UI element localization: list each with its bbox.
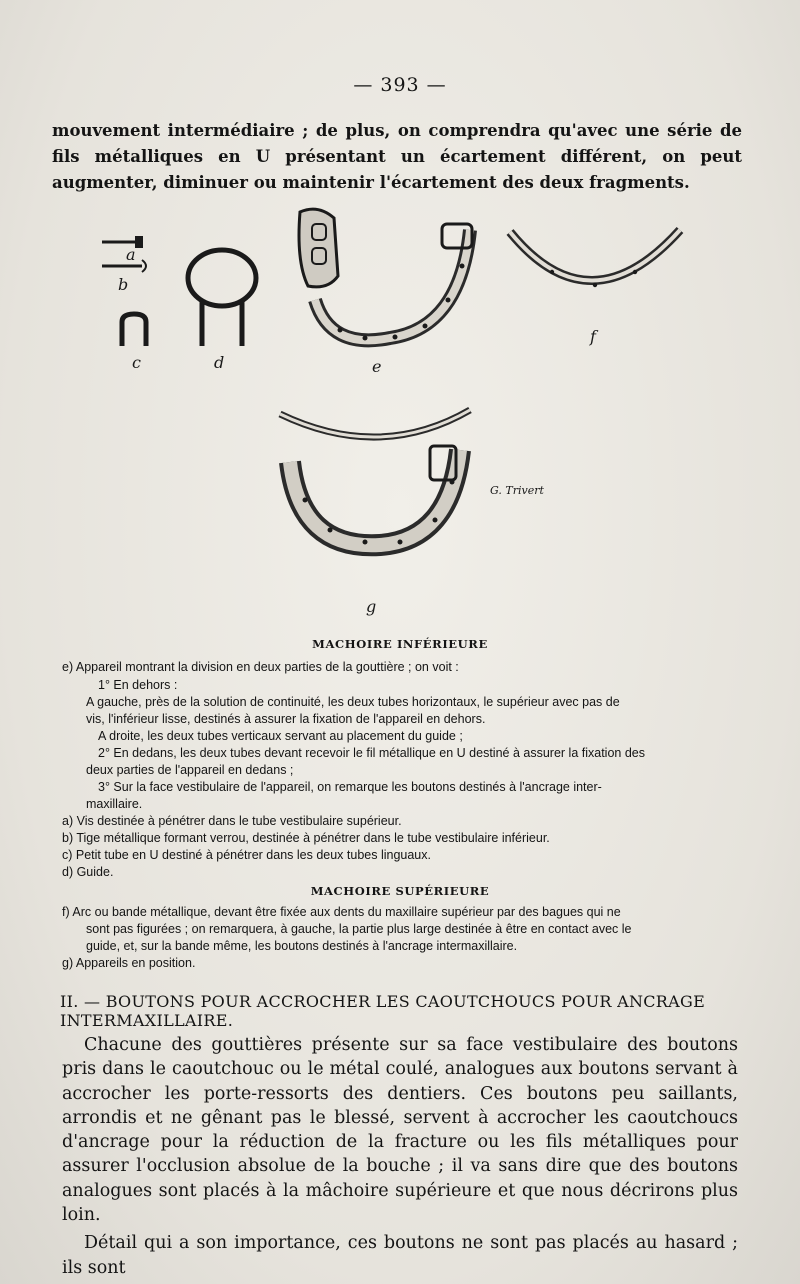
- caption-lower-line: 2° En dedans, les deux tubes devant recevoir le fil métallique en U destiné à assurer la fixation des: [98, 746, 645, 760]
- caption-lower-line: d) Guide.: [62, 865, 114, 879]
- label-c: c: [132, 353, 141, 372]
- label-e: e: [372, 357, 382, 376]
- part-d-guide: [188, 250, 256, 346]
- caption-lower-line: deux parties de l'appareil en dedans ;: [86, 763, 294, 777]
- caption-lower-line: e) Appareil montrant la division en deux parties de la gouttière ; on voit :: [62, 660, 459, 674]
- section-heading: II. — BOUTONS POUR ACCROCHER LES CAOUTCHOUCS POUR ANCRAGE INTERMAXILLAIRE.: [60, 992, 706, 1030]
- part-b-rod: [102, 260, 146, 272]
- paragraph: Détail qui a son importance, ces boutons ne sont pas placés au hasard ; ils sont: [62, 1233, 738, 1278]
- part-c-u-tube: [122, 314, 146, 346]
- caption-lower-line: 3° Sur la face vestibulaire de l'appareil, on remarque les boutons destinés à l'ancrage inter-: [98, 780, 602, 794]
- caption-upper-line: guide, et, sur la bande même, les boutons destinés à l'ancrage intermaxillaire.: [86, 939, 518, 953]
- caption-lower-line: A droite, les deux tubes verticaux servant au placement du guide ;: [98, 729, 463, 743]
- caption-upper-line: sont pas figurées ; on remarquera, à gauche, la partie plus large destinée à être en contact avec le: [86, 922, 632, 936]
- caption-lower-line: b) Tige métallique formant verrou, destinée à pénétrer dans le tube vestibulaire inférieur.: [62, 831, 550, 845]
- caption-lower-line: a) Vis destinée à pénétrer dans le tube vestibulaire supérieur.: [62, 814, 402, 828]
- engraver-signature: G. Trivert: [490, 484, 544, 497]
- part-f-arch-band: [510, 230, 680, 287]
- caption-lower-line: maxillaire.: [86, 797, 143, 811]
- label-f: f: [590, 327, 596, 346]
- illustration-svg: [90, 200, 710, 630]
- label-d: d: [214, 353, 225, 372]
- intro-paragraph: mouvement intermédiaire ; de plus, on comprendra qu'avec une série de fils métalliques en U présentant un écartement différent, on peut augmenter, diminuer ou maintenir l'écartement des deux fragments.: [52, 121, 742, 192]
- caption-lower-line: vis, l'inférieur lisse, destinés à assurer la fixation de l'appareil en dehors.: [86, 712, 486, 726]
- part-a-screw: [102, 237, 142, 247]
- body-text: [62, 1033, 738, 1280]
- caption-lower-line: c) Petit tube en U destiné à pénétrer dans les deux tubes linguaux.: [62, 848, 431, 862]
- caption-upper-line: g) Appareils en position.: [62, 956, 196, 970]
- caption-lower-line: 1° En dehors :: [98, 678, 178, 692]
- part-g-in-position: [280, 410, 470, 545]
- splint-illustration: [90, 200, 710, 630]
- caption-upper-line: f) Arc ou bande métallique, devant être fixée aux dents du maxillaire supérieur par des bagues qui ne: [62, 905, 621, 919]
- label-a: a: [126, 245, 136, 264]
- part-e-lower-splint: [299, 209, 472, 340]
- label-g: g: [366, 597, 377, 616]
- label-b: b: [118, 275, 129, 294]
- caption-lower-title: MACHOIRE INFÉRIEURE: [312, 637, 488, 651]
- page-number: — 393 —: [353, 74, 447, 96]
- caption-lower-line: A gauche, près de la solution de continuité, les deux tubes horizontaux, le supérieur avec pas de: [86, 695, 620, 709]
- paragraph: Chacune des gouttières présente sur sa face vestibulaire des boutons pris dans le caoutchouc ou le métal coulé, analogues aux boutons servant à accrocher les porte-ressorts des dentiers. Ces boutons peu saillants, arrondis et ne gênant pas le blessé, servent à accrocher les caoutchoucs d'ancrage pour la réduction de la fracture ou les fils métalliques pour assurer l'occlusion absolue de la bouche ; il va sans dire que des boutons analogues sont placés à la mâchoire supérieure et que nous décrirons plus loin.: [62, 1035, 738, 1226]
- caption-upper-title: MACHOIRE SUPÉRIEURE: [310, 884, 490, 898]
